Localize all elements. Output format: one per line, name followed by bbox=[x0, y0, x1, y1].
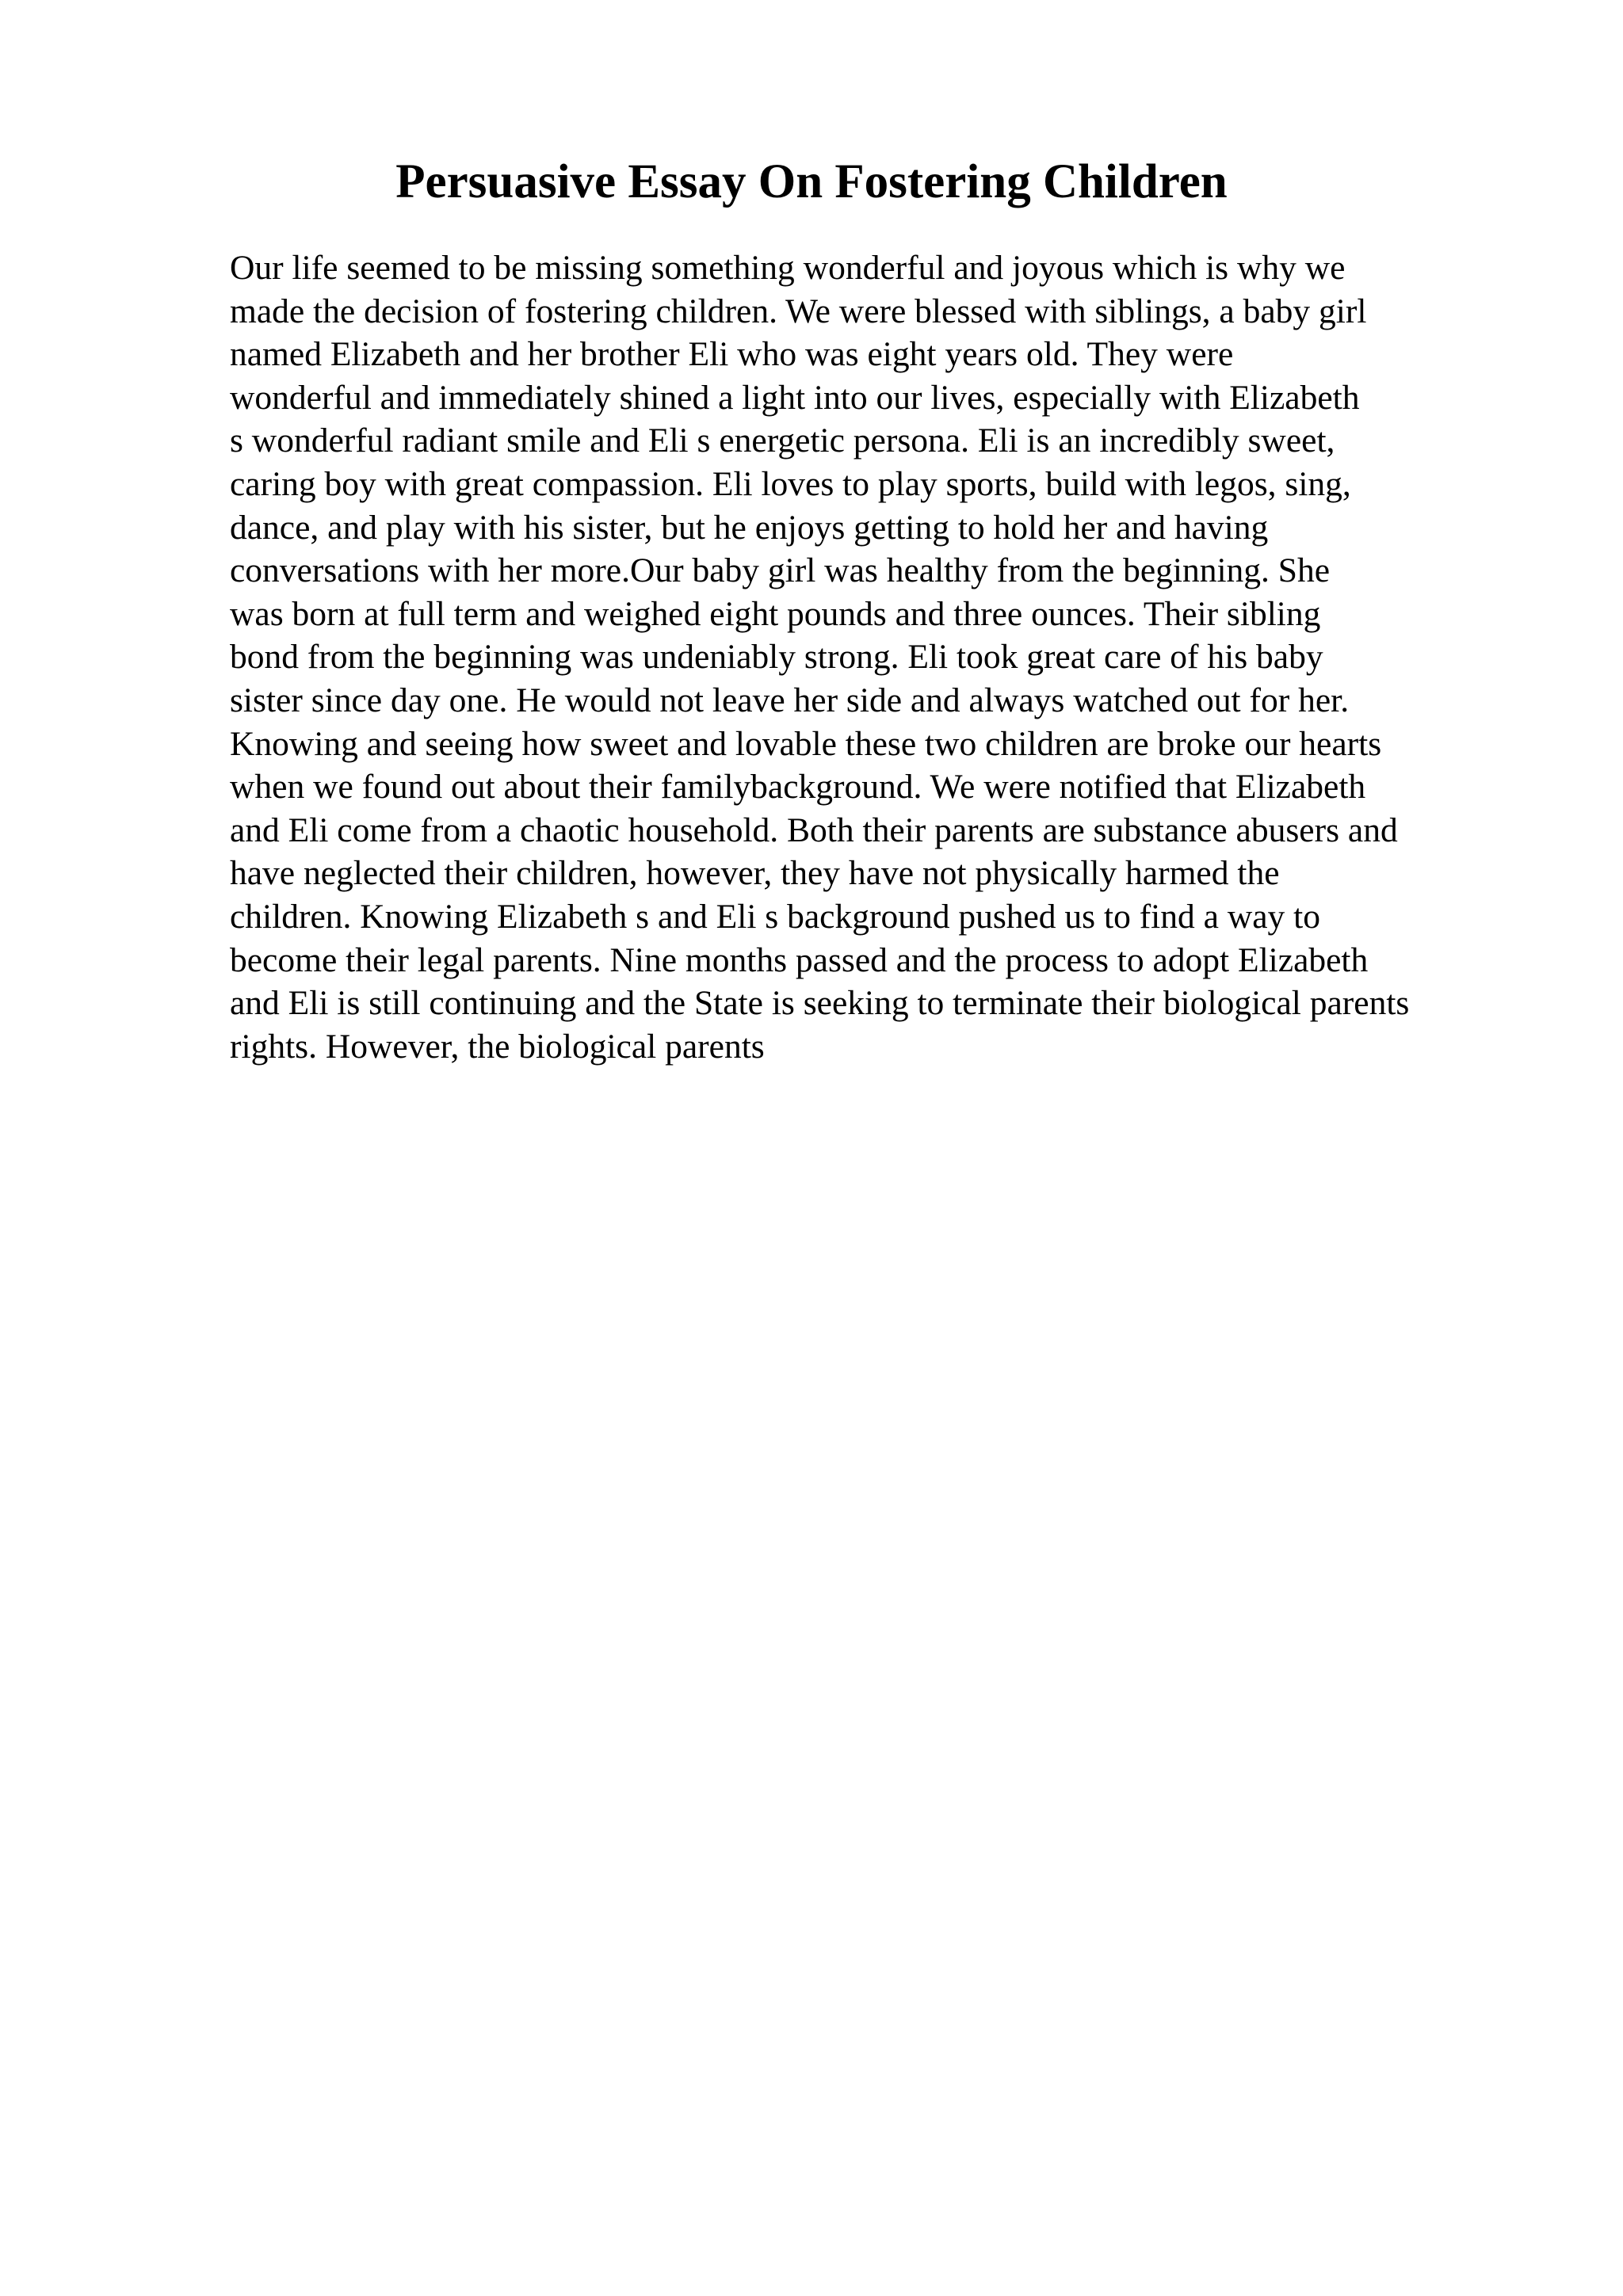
essay-line: named Elizabeth and her brother Eli who was eight years old. They were bbox=[230, 335, 1234, 374]
essay-line: and Eli come from a chaotic household. Both their parents are substance abusers and bbox=[230, 810, 1398, 849]
essay-line: dance, and play with his sister, but he enjoys getting to hold her and having bbox=[230, 508, 1269, 547]
essay-line: made the decision of fostering children. We were blessed with siblings, a baby girl bbox=[230, 292, 1367, 330]
essay-line: s wonderful radiant smile and Eli s energetic persona. Eli is an incredibly sweet, bbox=[230, 421, 1335, 460]
essay-line: was born at full term and weighed eight pounds and three ounces. Their sibling bbox=[230, 594, 1321, 633]
essay-line: Knowing and seeing how sweet and lovable these two children are broke our hearts bbox=[230, 724, 1382, 763]
essay-line: Our life seemed to be missing something wonderful and joyous which is why we bbox=[230, 249, 1346, 287]
essay-line: when we found out about their familybackground. We were notified that Elizabeth bbox=[230, 768, 1366, 807]
essay-line: rights. However, the biological parents bbox=[230, 1027, 765, 1066]
essay-line: bond from the beginning was undeniably strong. Eli took great care of his baby bbox=[230, 638, 1323, 677]
essay-line: sister since day one. He would not leave her side and always watched out for her. bbox=[230, 681, 1350, 719]
document-title: Persuasive Essay On Fostering Children bbox=[395, 155, 1228, 208]
essay-line: children. Knowing Elizabeth s and Eli s background pushed us to find a way to bbox=[230, 897, 1321, 936]
essay-body bbox=[230, 246, 1593, 1068]
essay-line: and Eli is still continuing and the State is seeking to terminate their biological parents bbox=[230, 984, 1410, 1023]
essay-line: conversations with her more.Our baby girl was healthy from the beginning. She bbox=[230, 551, 1331, 590]
essay-line: caring boy with great compassion. Eli loves to play sports, build with legos, sing, bbox=[230, 464, 1351, 503]
essay-line: become their legal parents. Nine months passed and the process to adopt Elizabeth bbox=[230, 940, 1369, 979]
essay-line: wonderful and immediately shined a light into our lives, especially with Elizabeth bbox=[230, 378, 1360, 417]
essay-line: have neglected their children, however, they have not physically harmed the bbox=[230, 854, 1280, 893]
